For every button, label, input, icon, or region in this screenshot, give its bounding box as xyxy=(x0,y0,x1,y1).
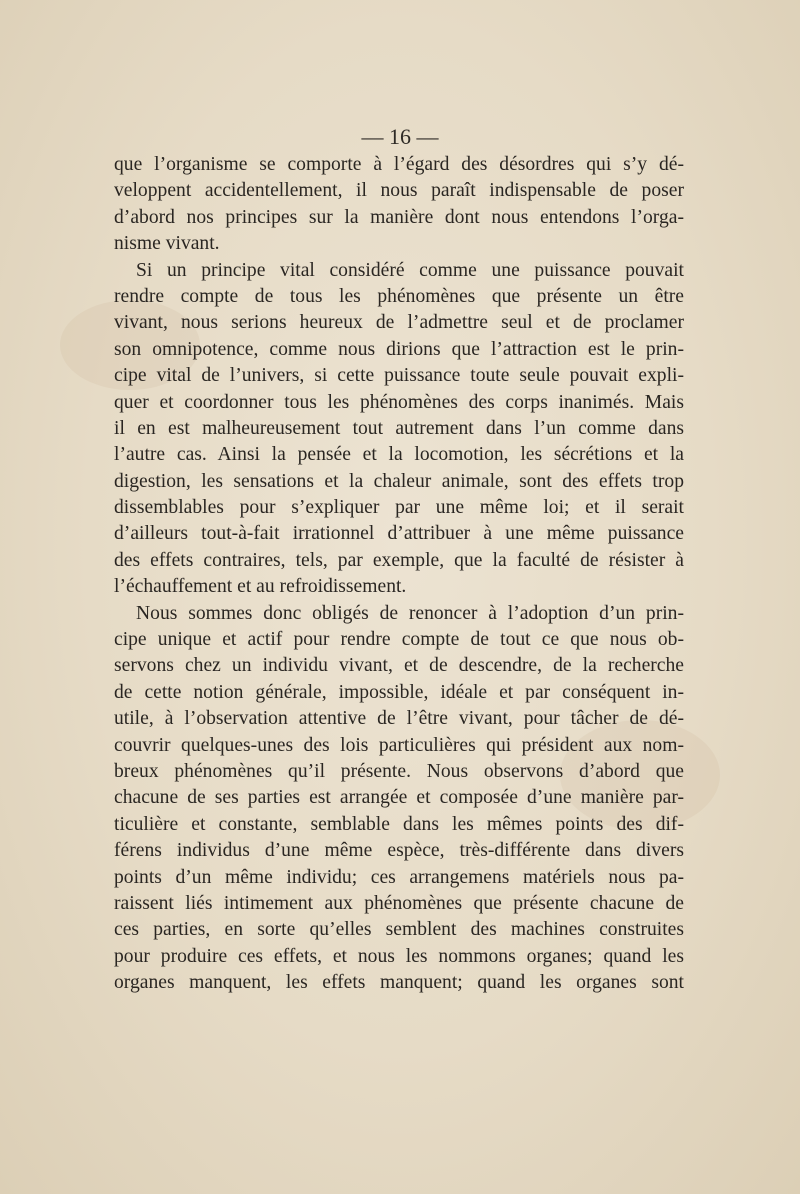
body-text xyxy=(114,152,684,997)
text-line: nisme vivant. xyxy=(114,233,220,255)
text-line: breux phénomènes qu’il présente. Nous observons d’abord que xyxy=(114,760,684,782)
text-line: l’autre cas. Ainsi la pensée et la locomotion, les sécrétions et la xyxy=(114,444,684,466)
text-line: férens individus d’une même espèce, très-différente dans divers xyxy=(114,840,684,862)
text-line: cipe unique et actif pour rendre compte de tout ce que nous ob- xyxy=(114,629,684,651)
text-line: pour produire ces effets, et nous les nommons organes; quand les xyxy=(114,945,684,967)
text-line: utile, à l’observation attentive de l’être vivant, pour tâcher de dé- xyxy=(114,708,684,730)
text-line: servons chez un individu vivant, et de descendre, de la recherche xyxy=(114,655,684,677)
text-line: que l’organisme se comporte à l’égard des désordres qui s’y dé- xyxy=(114,154,684,175)
text-line: raissent liés intimement aux phénomènes que présente chacune de xyxy=(114,892,684,914)
text-line: couvrir quelques-unes des lois particulières qui président aux nom- xyxy=(114,734,684,756)
text-line: organes manquent, les effets manquent; quand les organes sont xyxy=(114,972,684,994)
text-line: des effets contraires, tels, par exemple, que la faculté de résister à xyxy=(114,549,684,571)
text-line: Nous sommes donc obligés de renoncer à l’adoption d’un prin- xyxy=(136,602,684,624)
text-line: Si un principe vital considéré comme une puissance pouvait xyxy=(136,259,684,281)
text-line: d’ailleurs tout-à-fait irrationnel d’attribuer à une même puissance xyxy=(114,523,684,545)
text-line: il en est malheureusement tout autrement dans l’un comme dans xyxy=(114,417,684,439)
text-line: chacune de ses parties est arrangée et composée d’une manière par- xyxy=(114,787,684,809)
text-line: ticulière et constante, semblable dans les mêmes points des dif- xyxy=(114,813,684,835)
text-line: son omnipotence, comme nous dirions que l’attraction est le prin- xyxy=(114,338,684,360)
text-line: dissemblables pour s’expliquer par une même loi; et il serait xyxy=(114,497,684,519)
text-line: rendre compte de tous les phénomènes que présente un être xyxy=(114,285,684,307)
text-line: quer et coordonner tous les phénomènes des corps inanimés. Mais xyxy=(114,391,684,413)
text-line: veloppent accidentellement, il nous paraît indispensable de poser xyxy=(114,180,684,202)
page-number: — 16 — xyxy=(361,124,439,149)
text-line: ces parties, en sorte qu’elles semblent des machines construites xyxy=(114,919,684,941)
text-line: digestion, les sensations et la chaleur animale, sont des effets trop xyxy=(114,470,684,492)
text-line: cipe vital de l’univers, si cette puissance toute seule pouvait expli- xyxy=(114,365,684,387)
text-line: points d’un même individu; ces arrangemens matériels nous pa- xyxy=(114,866,684,888)
text-line: d’abord nos principes sur la manière dont nous entendons l’orga- xyxy=(114,206,684,228)
text-line: de cette notion générale, impossible, idéale et par conséquent in- xyxy=(114,681,684,703)
text-line: l’échauffement et au refroidissement. xyxy=(114,576,407,598)
text-line: vivant, nous serions heureux de l’admettre seul et de proclamer xyxy=(114,312,684,334)
